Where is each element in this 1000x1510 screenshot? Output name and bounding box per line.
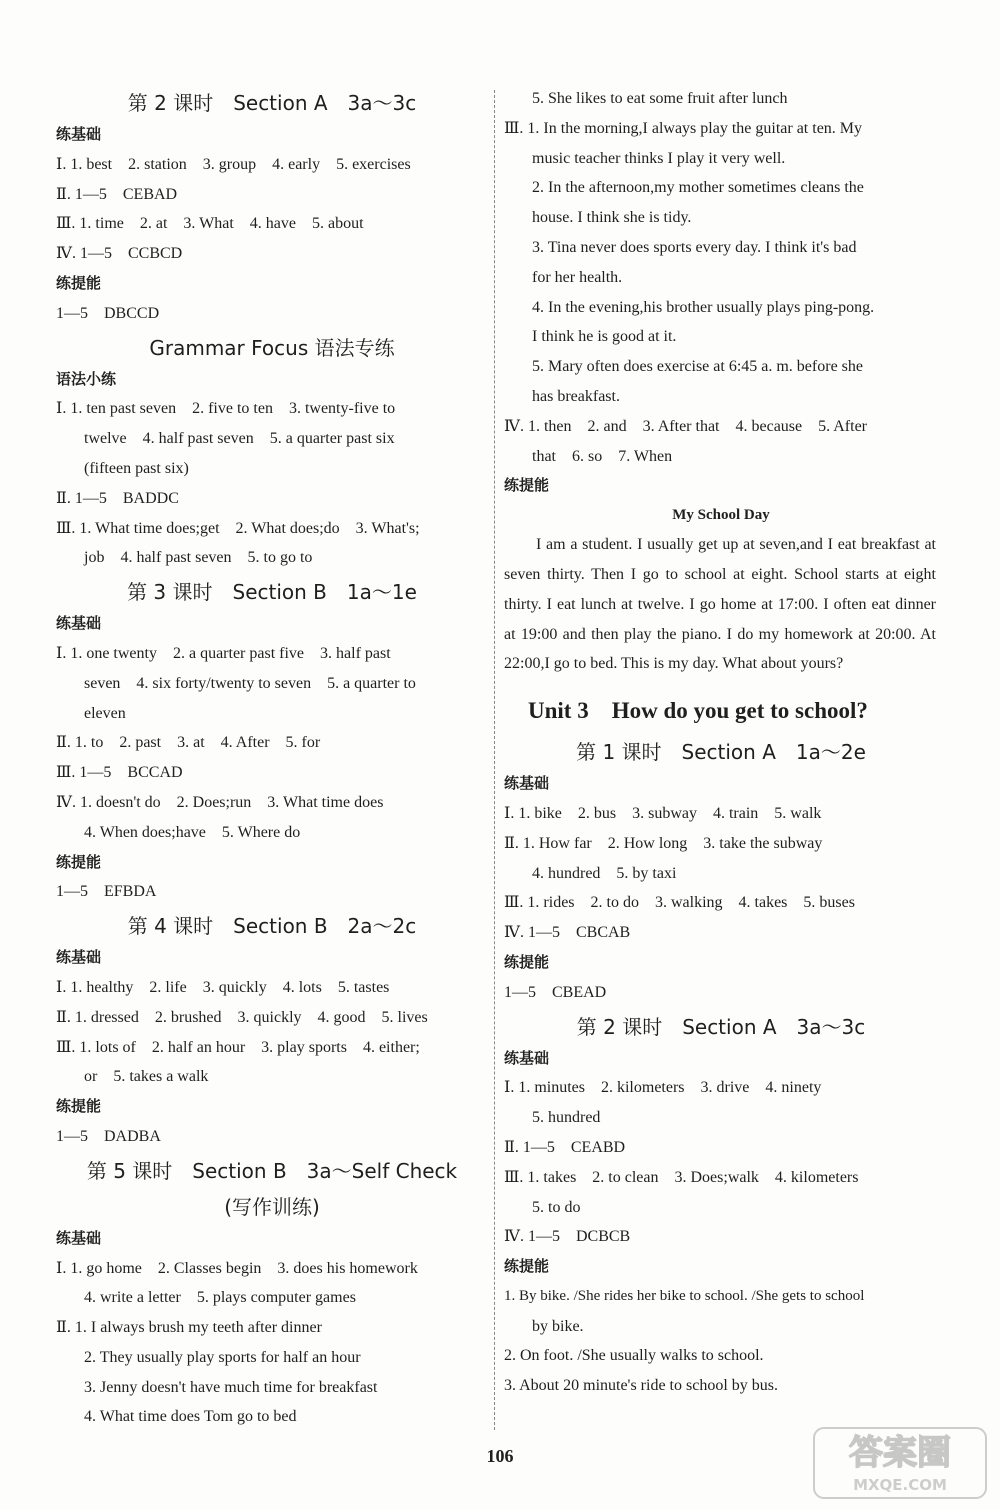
section-label: 练基础 bbox=[504, 774, 550, 793]
answer-line: Ⅳ. 1—5 CCBCD bbox=[56, 245, 183, 263]
section-title: 第 1 课时 Section A 1a～2e bbox=[576, 740, 866, 765]
answer-line: twelve 4. half past seven 5. a quarter past six bbox=[84, 430, 395, 448]
svg-text:MXQE.COM: MXQE.COM bbox=[853, 1476, 947, 1494]
answer-line: Ⅳ. 1—5 CBCAB bbox=[504, 924, 631, 942]
answer-line: Ⅰ. 1. one twenty 2. a quarter past five 3. half past bbox=[56, 644, 391, 662]
answer-line: or 5. takes a walk bbox=[84, 1068, 209, 1086]
answer-line: Ⅱ. 1—5 CEABD bbox=[504, 1138, 626, 1156]
section-label: 练提能 bbox=[56, 273, 102, 292]
answer-line: 4. What time does Tom go to bed bbox=[84, 1408, 297, 1426]
watermark-logo-icon bbox=[810, 1424, 990, 1502]
answer-line: 2. In the afternoon,my mother sometimes cleans the bbox=[532, 179, 864, 197]
answer-line: 2. On foot. /She usually walks to school. bbox=[504, 1347, 764, 1365]
answer-line: Ⅱ. 1—5 CEBAD bbox=[56, 185, 178, 203]
section-label: 练基础 bbox=[504, 1048, 550, 1067]
answer-line: music teacher thinks I play it very well. bbox=[532, 149, 786, 167]
answer-line: 5. hundred bbox=[532, 1109, 601, 1127]
watermark-text: 答案圈 bbox=[849, 1433, 951, 1473]
answer-line: Ⅰ. 1. minutes 2. kilometers 3. drive 4. ninety bbox=[504, 1079, 822, 1097]
answer-line: 3. Tina never does sports every day. I think it's bad bbox=[532, 238, 857, 256]
answer-line: Ⅲ. 1—5 BCCAD bbox=[56, 764, 183, 782]
section-label: 练提能 bbox=[504, 952, 550, 971]
answer-line: Ⅱ. 1. I always brush my teeth after dinner bbox=[56, 1319, 322, 1337]
answer-line: 4. write a letter 5. plays computer games bbox=[84, 1289, 356, 1307]
section-title: 第 2 课时 Section A 3a～3c bbox=[576, 1014, 866, 1039]
answer-line: 4. In the evening,his brother usually plays ping-pong. bbox=[532, 298, 875, 316]
answer-line: 1—5 CBEAD bbox=[504, 983, 607, 1001]
answer-line: 1—5 DADBA bbox=[56, 1127, 161, 1145]
essay-paragraph: I am a student. I usually get up at seven,and I eat breakfast at seven thirty. Then I go to school at eight. School starts at eight thirty. I eat lunch at twelve. I go home at 17:00. I often eat dinner at 19:00 and then play the piano. I do my homework at 20:00. At 22:00,I go to bed. This is my day. What about yours? bbox=[504, 536, 936, 673]
answer-line: Ⅰ. 1. healthy 2. life 3. quickly 4. lots 5. tastes bbox=[56, 978, 390, 996]
answer-line: 5. Mary often does exercise at 6:45 a. m. before she bbox=[532, 358, 863, 376]
answer-line: I think he is good at it. bbox=[532, 328, 677, 346]
page-number: 106 bbox=[486, 1446, 514, 1466]
answer-line: Ⅰ. 1. go home 2. Classes begin 3. does his homework bbox=[56, 1259, 418, 1277]
answer-line: Ⅲ. 1. lots of 2. half an hour 3. play sports 4. either; bbox=[56, 1038, 420, 1056]
section-label: 练提能 bbox=[504, 1257, 550, 1276]
section-subtitle: (写作训练) bbox=[224, 1194, 320, 1219]
answer-line: Ⅱ. 1—5 BADDC bbox=[56, 489, 179, 507]
answer-line: job 4. half past seven 5. to go to bbox=[84, 549, 313, 567]
section-title: 第 4 课时 Section B 2a～2c bbox=[127, 914, 417, 939]
answer-line: Ⅱ. 1. to 2. past 3. at 4. After 5. for bbox=[56, 734, 321, 752]
answer-line: 1—5 EFBDA bbox=[56, 883, 157, 901]
section-title: Grammar Focus 语法专练 bbox=[149, 335, 395, 360]
answer-line: Ⅱ. 1. How far 2. How long 3. take the subway bbox=[504, 834, 823, 852]
answer-line: by bike. bbox=[532, 1317, 584, 1335]
section-label: 练基础 bbox=[56, 614, 102, 633]
answer-line: Ⅰ. 1. best 2. station 3. group 4. early 5. exercises bbox=[56, 155, 411, 173]
answer-line: Ⅲ. 1. What time does;get 2. What does;do 3. What's; bbox=[56, 519, 420, 537]
section-label: 练基础 bbox=[56, 1228, 102, 1247]
section-title: 第 3 课时 Section B 1a～1e bbox=[127, 580, 417, 605]
column-divider bbox=[494, 90, 496, 1430]
answer-line: for her health. bbox=[532, 268, 623, 286]
answer-line: seven 4. six forty/twenty to seven 5. a quarter to bbox=[84, 674, 416, 692]
essay-title: My School Day bbox=[672, 507, 770, 524]
answer-line: Ⅳ. 1. then 2. and 3. After that 4. because 5. After bbox=[504, 417, 868, 435]
answer-line: Ⅰ. 1. bike 2. bus 3. subway 4. train 5. walk bbox=[504, 804, 822, 822]
section-label: 练提能 bbox=[56, 852, 102, 871]
answer-line: 1—5 DBCCD bbox=[56, 304, 160, 322]
left-column bbox=[56, 84, 488, 1432]
answer-line: 4. When does;have 5. Where do bbox=[84, 823, 301, 841]
answer-line: Ⅲ. 1. In the morning,I always play the guitar at ten. My bbox=[504, 119, 863, 137]
answer-line: house. I think she is tidy. bbox=[532, 209, 692, 227]
section-label: 语法小练 bbox=[56, 369, 117, 388]
answer-line: Ⅲ. 1. rides 2. to do 3. walking 4. takes 5. buses bbox=[504, 894, 855, 912]
answer-line: eleven bbox=[84, 704, 126, 722]
answer-line: 2. They usually play sports for half an hour bbox=[84, 1348, 361, 1366]
section-label: 练提能 bbox=[56, 1097, 102, 1116]
section-label: 练基础 bbox=[56, 948, 102, 967]
answer-line: Ⅲ. 1. time 2. at 3. What 4. have 5. about bbox=[56, 215, 364, 233]
answer-line: 5. to do bbox=[532, 1198, 581, 1216]
section-title: 第 5 课时 Section B 3a～Self Check bbox=[86, 1158, 458, 1183]
right-column bbox=[504, 84, 938, 1401]
answer-line: (fifteen past six) bbox=[84, 459, 189, 477]
answer-line: Ⅳ. 1—5 DCBCB bbox=[504, 1228, 631, 1246]
answer-line: has breakfast. bbox=[532, 387, 620, 405]
answer-line: 3. About 20 minute's ride to school by bus. bbox=[504, 1377, 778, 1395]
answer-line: 5. She likes to eat some fruit after lunch bbox=[532, 90, 788, 107]
answer-line: Ⅳ. 1. doesn't do 2. Does;run 3. What time does bbox=[56, 793, 384, 811]
unit-title: Unit 3 How do you get to school? bbox=[528, 698, 868, 724]
answer-line: 4. hundred 5. by taxi bbox=[532, 864, 677, 882]
answer-line: Ⅲ. 1. takes 2. to clean 3. Does;walk 4. kilometers bbox=[504, 1168, 859, 1186]
section-label: 练基础 bbox=[56, 125, 102, 143]
essay-body bbox=[504, 530, 936, 679]
answer-line: Ⅰ. 1. ten past seven 2. five to ten 3. twenty-five to bbox=[56, 400, 396, 418]
answer-line: 1. By bike. /She rides her bike to school. /She gets to school bbox=[504, 1287, 865, 1304]
answer-line: that 6. so 7. When bbox=[532, 447, 673, 465]
section-title: 第 2 课时 Section A 3a～3c bbox=[127, 91, 417, 115]
section-label: 练提能 bbox=[504, 476, 550, 495]
answer-line: Ⅱ. 1. dressed 2. brushed 3. quickly 4. good 5. lives bbox=[56, 1008, 428, 1026]
answer-line: 3. Jenny doesn't have much time for breakfast bbox=[84, 1378, 378, 1396]
